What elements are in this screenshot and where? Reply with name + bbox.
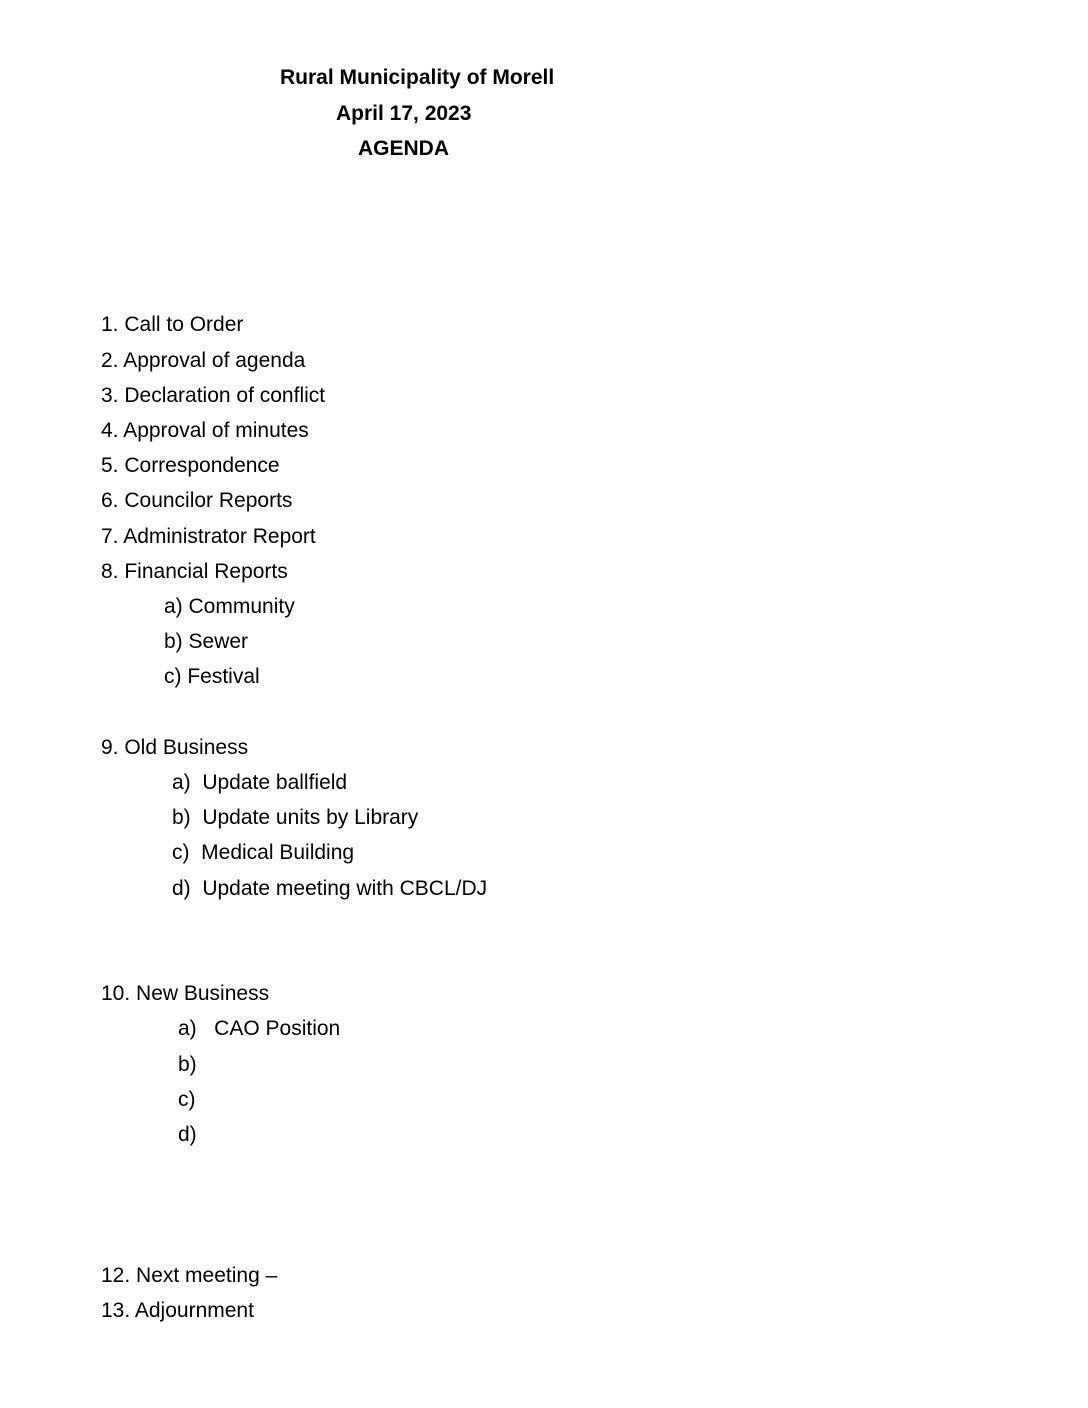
agenda-subitem: c) [178, 1088, 196, 1111]
agenda-subitem: a) CAO Position [178, 1017, 341, 1040]
agenda-subitem: d) Update meeting with CBCL/DJ [172, 877, 488, 900]
agenda-item: 8. Financial Reports [101, 560, 288, 583]
agenda-item-old-business: 9. Old Business [101, 736, 249, 759]
agenda-subitem: b) [178, 1053, 197, 1076]
municipality-title: Rural Municipality of Morell [280, 66, 555, 89]
document-type: AGENDA [358, 137, 450, 160]
agenda-item: 4. Approval of minutes [101, 419, 309, 442]
agenda-item-new-business: 10. New Business [101, 982, 270, 1005]
agenda-item-next-meeting: 12. Next meeting – [101, 1264, 278, 1287]
agenda-item: 7. Administrator Report [101, 525, 316, 548]
agenda-subitem: b) Update units by Library [172, 806, 419, 829]
agenda-item: 6. Councilor Reports [101, 489, 293, 512]
agenda-subitem: a) Community [164, 595, 295, 618]
agenda-subitem: a) Update ballfield [172, 771, 348, 794]
meeting-date: April 17, 2023 [336, 102, 472, 125]
agenda-item: 3. Declaration of conflict [101, 384, 326, 407]
agenda-subitem: d) [178, 1123, 197, 1146]
agenda-subitem: b) Sewer [164, 630, 249, 653]
agenda-item: 1. Call to Order [101, 313, 244, 336]
agenda-item: 2. Approval of agenda [101, 349, 306, 372]
agenda-subitem: c) Medical Building [172, 841, 355, 864]
agenda-item: 5. Correspondence [101, 454, 280, 477]
agenda-item-adjournment: 13. Adjournment [101, 1299, 254, 1322]
agenda-subitem: c) Festival [164, 665, 260, 688]
